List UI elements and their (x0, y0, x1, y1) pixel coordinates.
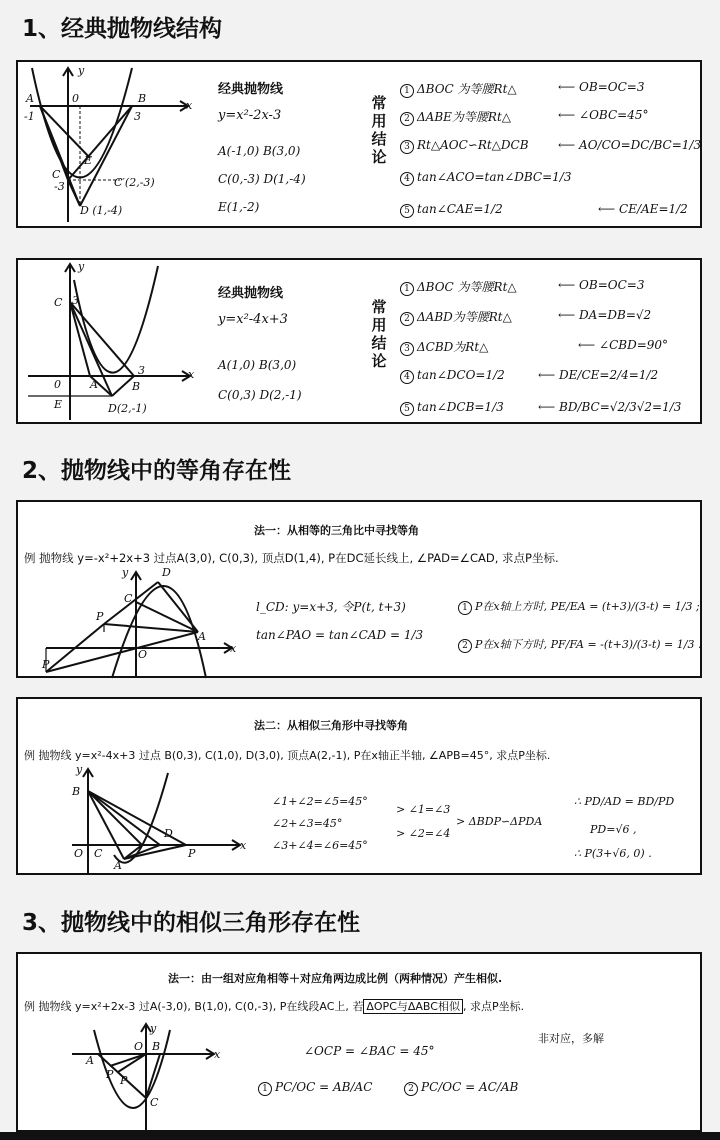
case-2: 2 P在x轴下方时, PF/FA = -(t+3)/(3-t) = 1/3 . (458, 636, 701, 653)
angle-eq-mid-1: > ∠1=∠3 (396, 803, 451, 816)
origin-label: O (134, 1040, 144, 1053)
reason-3: ⟵ ∠CBD=90° (578, 338, 669, 352)
conclusion-5: 5 tan∠CAE=1/2 (400, 202, 503, 218)
conclusion-2: 2 ΔABD为等腰Rt△ (400, 308, 512, 326)
point-p1-label: P (106, 1068, 114, 1081)
y-axis-label: y (122, 566, 129, 579)
tick-3-y: 3 (72, 294, 79, 307)
angle-eq-mid-2: > ∠2=∠4 (396, 827, 451, 840)
point-c-label: C (150, 1096, 159, 1109)
case-1: 1 P在x轴上方时, PE/EA = (t+3)/(3-t) = 1/3 ; (458, 598, 700, 615)
section-1-card-1 (16, 60, 702, 228)
conclusion-3: 3 ΔCBD为Rt△ (400, 338, 488, 356)
tick-3-x: 3 (138, 364, 145, 377)
y-axis-label: y (76, 763, 83, 776)
point-c-label: C (124, 592, 133, 605)
x-axis-label: x (240, 839, 247, 852)
origin-label: 0 (72, 92, 79, 105)
pd-value: PD=√6 , (590, 823, 637, 836)
p-coordinate: ∴ P(3+√6, 0) . (574, 847, 652, 860)
reason-1: ⟵ OB=OC=3 (558, 278, 645, 292)
point-c-label: C (94, 847, 103, 860)
tick-3: 3 (134, 110, 141, 123)
points-line-1: A(1,0) B(3,0) (218, 358, 297, 372)
x-axis-label: x (214, 1048, 221, 1061)
case-2-ratio: 2 PC/OC = AC/AB (404, 1080, 518, 1096)
similar-condition-box: ΔOPC与ΔABC相似 (363, 999, 463, 1014)
point-a-label: A (26, 92, 34, 105)
section-2-title: 2、抛物线中的等角存在性 (22, 458, 292, 484)
reason-2: ⟵ ∠OBC=45° (558, 108, 649, 122)
line-equation: l_CD: y=x+3, 令P(t, t+3) (256, 600, 406, 614)
x-axis-label: x (186, 99, 193, 112)
origin-label: 0 (54, 378, 61, 391)
point-c-label: C (54, 296, 63, 309)
method-heading: 法一：由一组对应角相等＋对应角两边成比例（两种情况）产生相似. (168, 972, 503, 985)
tick-minus-3: -3 (54, 180, 65, 193)
side-label-common-conclusions: 常用结论 (371, 298, 387, 370)
angle-eq-2: ∠2+∠3=45° (272, 817, 343, 830)
point-d-label: D (162, 566, 171, 579)
point-d-label: D (164, 827, 173, 840)
tick-minus-1: -1 (24, 110, 35, 123)
point-a-label: A (86, 1054, 94, 1067)
example-text: 例 抛物线 y=x²-4x+3 过点 B(0,3), C(1,0), D(3,0), 顶点A(2,-1), P在x轴正半轴, ∠APB=45°, 求点P坐标. (24, 749, 551, 762)
point-d-label: D (1,-4) (80, 204, 123, 217)
y-axis-label: y (78, 64, 85, 77)
method-2-heading: 法二：从相似三角形中寻找等角 (254, 719, 408, 732)
conclusion-4: 4 tan∠ACO=tan∠DBC=1/3 (400, 170, 571, 186)
point-b-label: B (72, 785, 81, 798)
example-text: 例 抛物线 y=x²+2x-3 过A(-3,0), B(1,0), C(0,-3), P在线段AC上, 若 ΔOPC与ΔABC相似 , 求点P坐标. (24, 1000, 525, 1013)
origin-label: O (138, 648, 148, 661)
section-3-title: 3、抛物线中的相似三角形存在性 (22, 910, 361, 936)
point-p-upper-label: P (96, 610, 104, 623)
parabola-equation: y=x²-4x+3 (218, 312, 288, 327)
point-b-label: B (138, 92, 147, 105)
conclusion-3: 3 Rt△AOC∽Rt△DCB (400, 138, 529, 154)
points-line-1: A(-1,0) B(3,0) (218, 144, 301, 158)
method-1-heading: 法一：从相等的三角比中寻找等角 (254, 524, 419, 537)
point-e-label: E (54, 398, 63, 411)
angle-eq-1: ∠1+∠2=∠5=45° (272, 795, 368, 808)
point-p-lower-label: P (42, 658, 50, 671)
point-p-label: P (188, 847, 196, 860)
origin-label: O (74, 847, 84, 860)
point-p2-label: P (120, 1074, 128, 1087)
conclusion-5: 5 tan∠DCB=1/3 (400, 400, 504, 416)
y-axis-label: y (150, 1022, 157, 1035)
side-label-common-conclusions: 常用结论 (371, 94, 387, 166)
ratio-step: ∴ PD/AD = BD/PD (574, 795, 675, 808)
reason-3: ⟵ AO/CO=DC/BC=1/3 (558, 138, 702, 152)
angle-equality: ∠OCP = ∠BAC = 45° (304, 1044, 435, 1058)
reason-5: ⟵ CE/AE=1/2 (598, 202, 688, 216)
reason-2: ⟵ DA=DB=√2 (558, 308, 652, 322)
point-b-label: B (132, 380, 141, 393)
angle-eq-3: ∠3+∠4=∠6=45° (272, 839, 368, 852)
reason-1: ⟵ OB=OC=3 (558, 80, 645, 94)
point-e-label: E (84, 154, 93, 167)
point-b-label: B (152, 1040, 161, 1053)
section-1-card-2 (16, 258, 702, 424)
reason-4: ⟵ DE/CE=2/4=1/2 (538, 368, 659, 382)
example-text: 例 抛物线 y=-x²+2x+3 过点A(3,0), C(0,3), 顶点D(1,4), P在DC延长线上, ∠PAD=∠CAD, 求点P坐标. (24, 551, 559, 565)
y-axis-label: y (78, 260, 85, 273)
reason-5: ⟵ BD/BC=√2/3√2=1/3 (538, 400, 682, 414)
section-3-card-1 (16, 952, 702, 1132)
point-a-label: A (198, 630, 206, 643)
conclusion-4: 4 tan∠DCO=1/2 (400, 368, 505, 384)
bottom-bar (0, 1132, 720, 1140)
points-line-3: E(1,-2) (218, 200, 260, 214)
heading-classic-parabola: 经典抛物线 (218, 286, 284, 301)
conclusion-2: 2 ΔABE为等腰Rt△ (400, 108, 511, 126)
points-line-2: C(0,3) D(2,-1) (218, 388, 302, 402)
point-d-label: D(2,-1) (108, 402, 147, 415)
similar-triangles-result: > ΔBDP∽ΔPDA (456, 815, 543, 828)
case-1-ratio: 1 PC/OC = AB/AC (258, 1080, 372, 1096)
heading-classic-parabola: 经典抛物线 (218, 82, 284, 97)
conclusion-1: 1 ΔBOC 为等腰Rt△ (400, 278, 517, 296)
x-axis-label: x (230, 642, 237, 655)
points-line-2: C(0,-3) D(1,-4) (218, 172, 306, 186)
conclusion-1: 1 ΔBOC 为等腰Rt△ (400, 80, 517, 98)
parabola-equation: y=x²-2x-3 (218, 108, 282, 123)
point-c-prime-label: C′(2,-3) (114, 176, 155, 189)
point-c-label: C (52, 168, 61, 181)
section-2-card-1 (16, 500, 702, 678)
x-axis-label: x (188, 368, 195, 381)
tan-equality: tan∠PAO = tan∠CAD = 1/3 (256, 628, 424, 642)
point-a-label: A (114, 859, 122, 872)
point-a-label: A (90, 378, 98, 391)
multiple-solutions-note: 非对应，多解 (538, 1032, 604, 1045)
section-2-card-2 (16, 697, 702, 875)
section-1-title: 1、经典抛物线结构 (22, 16, 223, 42)
